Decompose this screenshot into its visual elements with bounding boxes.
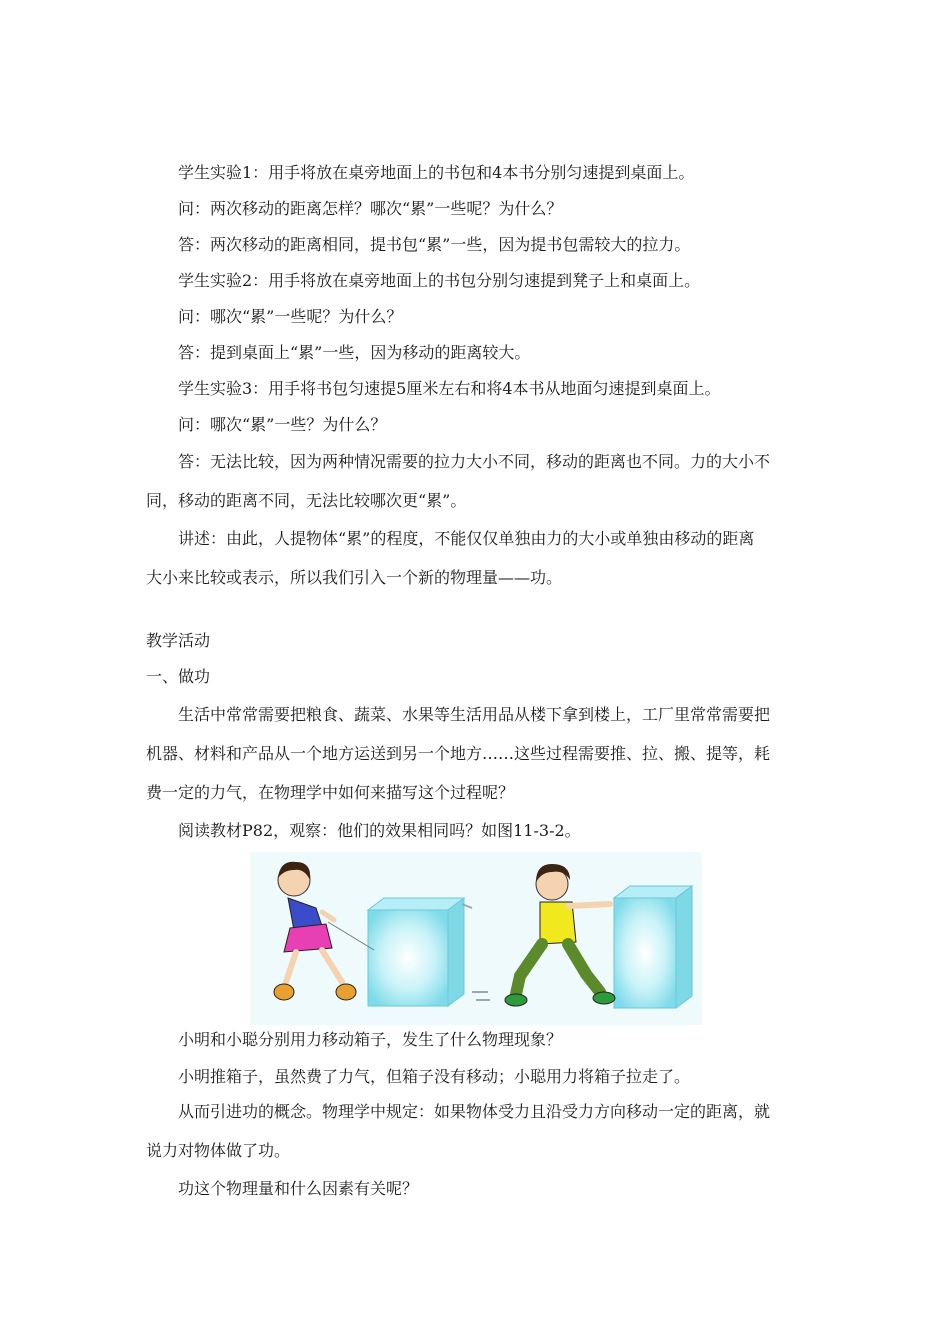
subsection-heading-doing-work: 一、做功	[146, 667, 211, 686]
paragraph-phenomenon-answer: 小明推箱子，虽然费了力气，但箱子没有移动；小聪用力将箱子拉走了。	[178, 1067, 691, 1086]
figure-push-pull-boxes	[250, 852, 702, 1025]
paragraph-answer-2: 答：提到桌面上“累”一些，因为移动的距离较大。	[178, 343, 531, 362]
paragraph-factors-question: 功这个物理量和什么因素有关呢？	[178, 1179, 419, 1198]
paragraph-phenomenon-question: 小明和小聪分别用力移动箱子，发生了什么物理现象？	[178, 1030, 563, 1049]
paragraph-answer-3-line1: 答：无法比较，因为两种情况需要的拉力大小不同，移动的距离也不同。力的大小不	[178, 452, 771, 471]
paragraph-read-textbook: 阅读教材P82，观察：他们的效果相同吗？如图11-3-2。	[178, 821, 581, 840]
paragraph-definition-line2: 说力对物体做了功。	[146, 1141, 291, 1160]
box-pushed	[614, 886, 692, 1008]
paragraph-experiment-3: 学生实验3：用手将书包匀速提5厘米左右和将4本书从地面匀速提到桌面上。	[178, 379, 721, 398]
paragraph-narration-line2: 大小来比较或表示，所以我们引入一个新的物理量——功。	[146, 568, 563, 587]
paragraph-experiment-1: 学生实验1：用手将放在桌旁地面上的书包和4本书分别匀速提到桌面上。	[178, 163, 695, 182]
paragraph-question-1: 问：两次移动的距离怎样？哪次“累”一些呢？为什么？	[178, 199, 563, 218]
paragraph-life-line2: 机器、材料和产品从一个地方运送到另一个地方……这些过程需要推、拉、搬、提等，耗	[146, 744, 771, 763]
paragraph-narration-line1: 讲述：由此，人提物体“累”的程度，不能仅仅单独由力的大小或单独由移动的距离	[178, 529, 755, 548]
paragraph-life-line3: 费一定的力气，在物理学中如何来描写这个过程呢？	[146, 783, 515, 802]
paragraph-answer-3-line2: 同，移动的距离不同，无法比较哪次更“累”。	[146, 491, 467, 510]
paragraph-experiment-2: 学生实验2：用手将放在桌旁地面上的书包分别匀速提到凳子上和桌面上。	[178, 271, 701, 290]
paragraph-answer-1: 答：两次移动的距离相同，提书包“累”一些，因为提书包需较大的拉力。	[178, 235, 691, 254]
figure-illustration	[250, 852, 702, 1025]
box-pulled	[368, 898, 464, 1006]
paragraph-life-line1: 生活中常常需要把粮食、蔬菜、水果等生活用品从楼下拿到楼上，工厂里常常需要把	[178, 705, 771, 724]
section-heading-teaching-activity: 教学活动	[146, 631, 211, 650]
paragraph-definition-line1: 从而引进功的概念。物理学中规定：如果物体受力且沿受力方向移动一定的距离，就	[178, 1102, 771, 1121]
paragraph-question-2: 问：哪次“累”一些呢？为什么？	[178, 307, 403, 326]
paragraph-question-3: 问：哪次“累”一些？为什么？	[178, 415, 387, 434]
